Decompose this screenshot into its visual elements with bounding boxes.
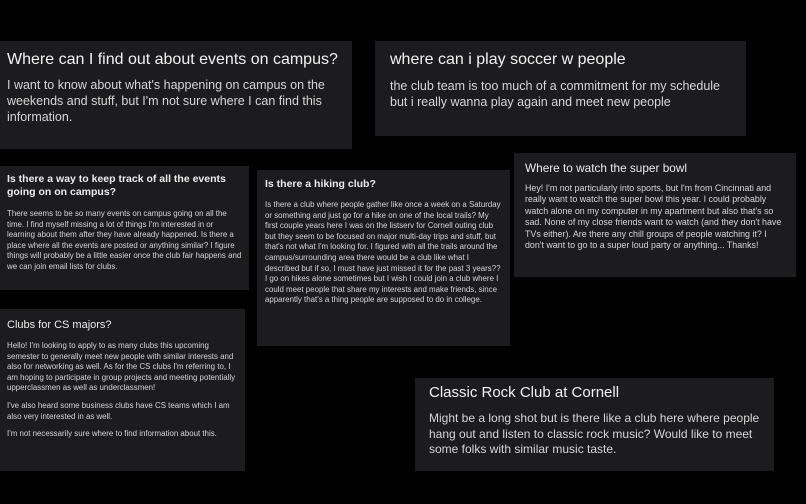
post-body: Might be a long shot but is there like a club here where people hang out and listen to classic rock music? Would like to meet some folks with similar music taste. [429,411,760,456]
post-card-cs-clubs[interactable] [0,309,245,471]
post-title: Where to watch the super bowl [525,161,687,175]
post-title: Classic Rock Club at Cornell [429,384,620,401]
post-title: Is there a way to keep track of all the events going on on campus? [7,173,226,198]
post-title: Clubs for CS majors? [7,319,112,331]
post-card-track-events[interactable] [0,166,249,290]
post-card-super-bowl[interactable] [514,153,796,277]
post-body: I've also heard some business clubs have CS teams which I am also very interested in as well. [7,400,230,421]
post-body: the club team is too much of a commitment for my schedule but i really wanna play again and meet new people [390,79,720,109]
post-card-classic-rock[interactable] [415,378,774,471]
post-card-campus-events[interactable] [0,41,352,149]
post-body: I want to know about what's happening on campus on the weekends and stuff, but I'm not sure where I can find this information. [7,78,325,124]
post-title: Is there a hiking club? [265,178,376,190]
post-title: where can i play soccer w people [390,51,626,68]
post-card-hiking-club[interactable] [257,170,510,346]
post-body: There seems to be so many events on campus going on all the time. I find myself missing a lot of things I'm interested in or learning about them after they have already happened. Is there a place where all the events are posted or anything similar? I figure things will probably be a little easier once the club fair happens and we can join email lists for clubs. [7,209,242,271]
post-body: Hey! I'm not particularly into sports, but I'm from Cincinnati and really want to watch the super bowl this year. I could probably watch alone on my computer in my apartment but also that's so sad. None of my close friends want to watch (and they don't have TVs either). Are there any chill groups of people watching it? I don't want to go to a super loud party or anything... Thanks! [525,183,782,251]
post-card-soccer[interactable] [375,41,746,136]
post-body: Hello! I'm looking to apply to as many clubs this upcoming semester to generally meet new people with similar interests and also for networking as well. As for the CS clubs I'm referring to, I am hoping to participate in group projects and meeting potentially upperclassmen as well as underclassmen! [7,341,236,393]
post-body: Is there a club where people gather like once a week on a Saturday or something and just go for a hike on one of the local trails? My first couple years here I was on the listserv for Cornell outing club but they seem to be focused on major multi-day trips and stuff, but that's not what I'm looking for. I figured with all the trails around the campus/surrounding area there would be a club like what I described but if so, I must have just missed it for the past 3 years?? I go on hikes alone sometimes but I wish I could join a club where I could meet people that share my interests and make friends, since apparently that's a thing people are supposed to do in college. [265,200,501,305]
post-title: Where can I find out about events on campus? [7,51,338,68]
post-body: I'm not necessarily sure where to find information about this. [7,429,217,439]
